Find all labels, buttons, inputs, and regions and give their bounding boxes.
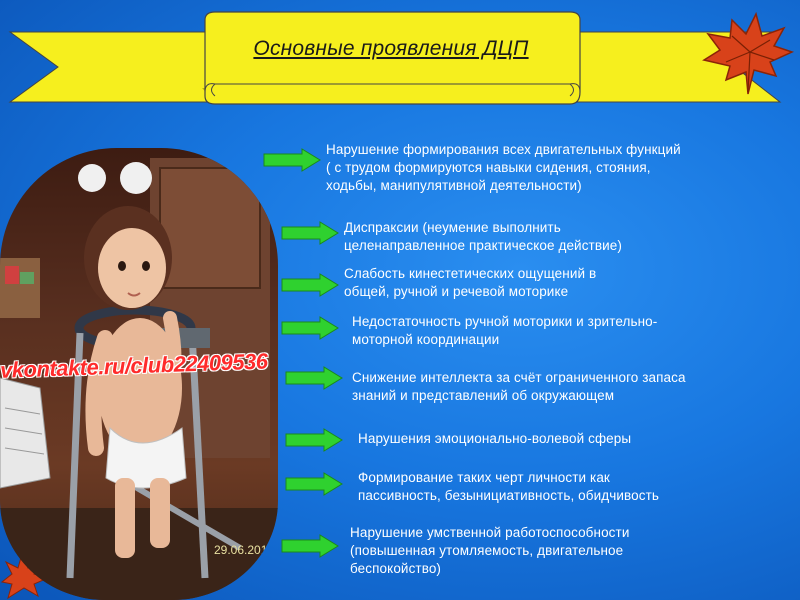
photo-date: 29.06.2011 xyxy=(214,543,274,557)
list-item-text: Нарушение формирования всех двигательных функций ( с трудом формируются навыки сидения, стояния, ходьбы, манипулятивной деятельности) xyxy=(326,142,681,193)
list-item-text: Диспраксии (неумение выполнить целенаправленное практическое действие) xyxy=(344,220,622,253)
page-title: Основные проявления ДЦП xyxy=(253,37,529,60)
arrow-right-icon xyxy=(280,534,340,558)
list-item-text: Слабость кинестетических ощущений в общей, ручной и речевой моторике xyxy=(344,266,597,299)
arrow-right-icon xyxy=(284,366,344,390)
arrow-right-icon xyxy=(284,428,344,452)
list-item-text: Нарушения эмоционально-волевой сферы xyxy=(358,431,632,446)
arrow-right-icon xyxy=(284,472,344,496)
arrow-right-icon xyxy=(280,221,340,245)
list-item-text: Нарушение умственной работоспособности (повышенная утомляемость, двигательное беспокойство) xyxy=(350,525,630,576)
list-item-text: Формирование таких черт личности как пассивность, безынициативность, обидчивость xyxy=(358,470,659,503)
list-item-text: Недостаточность ручной моторики и зрительно- моторной координации xyxy=(352,314,658,347)
arrow-right-icon xyxy=(280,316,340,340)
photo-watermark: vkontakte.ru/club22409536 xyxy=(0,348,268,383)
arrow-right-icon xyxy=(280,273,340,297)
list-item-text: Снижение интеллекта за счёт ограниченного запаса знаний и представлений об окружающем xyxy=(352,370,686,403)
arrow-right-icon xyxy=(262,148,322,172)
